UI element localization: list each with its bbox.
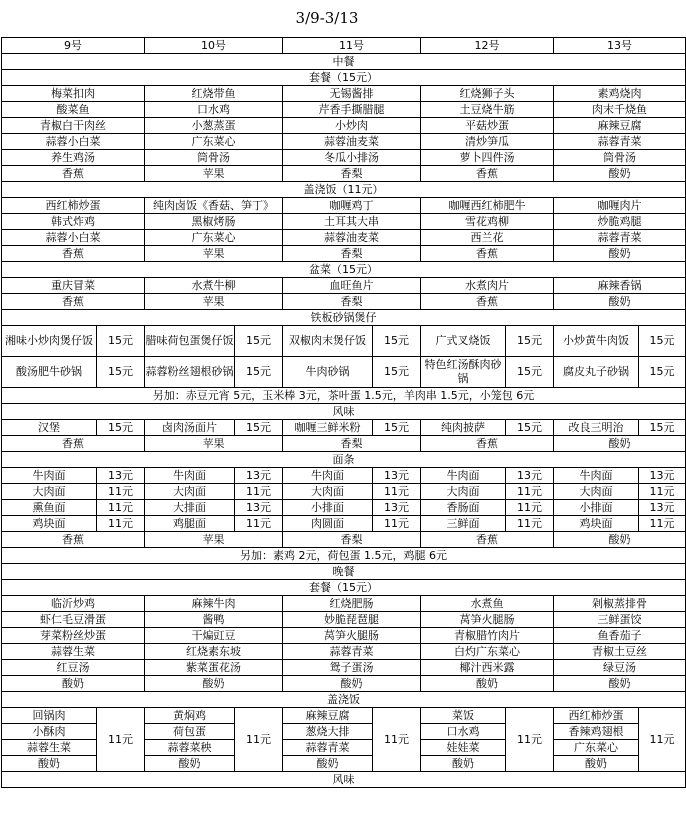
dish-name: 香蕉 [421, 532, 554, 548]
dish-name: 蒜蓉小白菜 [2, 230, 145, 246]
dish-name: 大排面 [145, 500, 235, 516]
meal-header-lunch: 中餐 [2, 54, 686, 70]
dish-name: 腐皮丸子砂锅 [554, 357, 639, 388]
section-row [2, 262, 686, 278]
section-row [2, 182, 686, 198]
dish-name: 青椒腊竹肉片 [421, 628, 554, 644]
dish-name: 三鲜蛋饺 [554, 612, 686, 628]
dish-name: 香蕉 [2, 294, 145, 310]
section-header: 盆菜（15元） [2, 262, 686, 278]
dish-name: 广东菜心 [145, 134, 283, 150]
dish-name: 冬瓜小排汤 [283, 150, 421, 166]
dish-name: 蒜蓉青菜 [283, 644, 421, 660]
dish-price: 13元 [373, 468, 421, 484]
dish-price: 15元 [506, 357, 554, 388]
dish-name: 水煮牛柳 [145, 278, 283, 294]
section-header: 盖浇饭（11元） [2, 182, 686, 198]
table-row [2, 214, 686, 230]
table-row [2, 118, 686, 134]
dish-price: 11元 [639, 708, 686, 772]
dish-name: 苹果 [145, 436, 283, 452]
dish-name: 土耳其大串 [283, 214, 421, 230]
dish-name: 萝卜四件汤 [421, 150, 554, 166]
section-row [2, 580, 686, 596]
extra-note: 另加：素鸡 2元，荷包蛋 1.5元，鸡腿 6元 [2, 548, 686, 564]
dish-price: 15元 [97, 326, 145, 357]
dish-name: 香蕉 [2, 532, 145, 548]
menu-table [1, 37, 686, 788]
dish-name: 酸奶 [2, 756, 97, 772]
dish-name: 酸奶 [554, 246, 686, 262]
dish-name: 汉堡 [2, 420, 97, 436]
dish-name: 蒜蓉油麦菜 [283, 134, 421, 150]
dish-price: 11元 [235, 484, 283, 500]
dish-name: 小酥肉 [2, 724, 97, 740]
section-row [2, 548, 686, 564]
table-row [2, 516, 686, 532]
section-row [2, 404, 686, 420]
dish-price: 15元 [97, 420, 145, 436]
table-row [2, 294, 686, 310]
section-row [2, 388, 686, 404]
dish-price: 11元 [235, 708, 283, 772]
dish-name: 虾仁毛豆滑蛋 [2, 612, 145, 628]
dish-name: 肉末千烧鱼 [554, 102, 686, 118]
dish-name: 酱鸭 [145, 612, 283, 628]
dish-name: 咖喱三鲜米粉 [283, 420, 373, 436]
dish-name: 湘味小炒肉煲仔饭 [2, 326, 97, 357]
dish-name: 大肉面 [145, 484, 235, 500]
section-row [2, 70, 686, 86]
dish-name: 西红柿炒蛋 [2, 198, 145, 214]
section-header: 盖浇饭 [2, 692, 686, 708]
table-row [2, 484, 686, 500]
section-header: 面条 [2, 452, 686, 468]
table-row [2, 326, 686, 357]
dish-price: 11元 [97, 708, 145, 772]
dish-name: 蒜蓉油麦菜 [283, 230, 421, 246]
table-row [2, 676, 686, 692]
dish-name: 梅菜扣肉 [2, 86, 145, 102]
section-row [2, 772, 686, 788]
dish-name: 麻辣香锅 [554, 278, 686, 294]
dish-name: 临沂炒鸡 [2, 596, 145, 612]
dish-name: 红豆汤 [2, 660, 145, 676]
dish-name: 西红柿炒蛋 [554, 708, 639, 724]
dish-name: 酸奶 [554, 532, 686, 548]
dish-name: 香蕉 [421, 166, 554, 182]
extra-note: 另加：赤豆元宵 5元，玉米棒 3元，茶叶蛋 1.5元，羊肉串 1.5元，小笼包 6元 [2, 388, 686, 404]
dish-name: 莴笋火腿肠 [421, 612, 554, 628]
page-title: 3/9-3/13 [295, 9, 359, 27]
dish-name: 荷包蛋 [145, 724, 235, 740]
dish-price: 11元 [97, 500, 145, 516]
table-row [2, 134, 686, 150]
dish-name: 大肉面 [421, 484, 506, 500]
dish-price: 15元 [373, 326, 421, 357]
dish-name: 香梨 [283, 294, 421, 310]
dish-name: 蒜蓉生菜 [2, 740, 97, 756]
dish-name: 酸奶 [554, 676, 686, 692]
dish-name: 鸡块面 [2, 516, 97, 532]
table-row [2, 500, 686, 516]
table-row [2, 102, 686, 118]
section-row [2, 692, 686, 708]
dish-name: 广式叉烧饭 [421, 326, 506, 357]
dish-name: 酸奶 [283, 676, 421, 692]
section-row [2, 564, 686, 580]
dish-name: 广东菜心 [554, 740, 639, 756]
table-row [2, 644, 686, 660]
dish-name: 蒜蓉青菜 [283, 740, 373, 756]
dish-name: 养生鸡汤 [2, 150, 145, 166]
day-header: 12号 [421, 38, 554, 54]
dish-name: 酸奶 [145, 676, 283, 692]
dish-price: 11元 [373, 708, 421, 772]
dish-price: 11元 [373, 484, 421, 500]
dish-name: 牛肉砂锅 [283, 357, 373, 388]
dish-name: 麻辣牛肉 [145, 596, 283, 612]
dish-name: 炒脆鸡腿 [554, 214, 686, 230]
dish-price: 13元 [97, 468, 145, 484]
table-row [2, 628, 686, 644]
dish-name: 绿豆汤 [554, 660, 686, 676]
dish-name: 酸奶 [554, 756, 639, 772]
dish-name: 素鸡烧肉 [554, 86, 686, 102]
dish-name: 熏鱼面 [2, 500, 97, 516]
dish-name: 香蕉 [421, 246, 554, 262]
dish-price: 11元 [506, 708, 554, 772]
dish-price: 11元 [506, 500, 554, 516]
dish-name: 鸡块面 [554, 516, 639, 532]
day-header: 11号 [283, 38, 421, 54]
dish-name: 蒜蓉生菜 [2, 644, 145, 660]
dish-price: 13元 [235, 468, 283, 484]
dish-name: 蒜蓉粉丝翅根砂锅 [145, 357, 235, 388]
dish-name: 纯肉卤饭《香菇、笋丁》 [145, 198, 283, 214]
dish-name: 小排面 [283, 500, 373, 516]
table-row [2, 86, 686, 102]
dish-name: 鸡腿面 [145, 516, 235, 532]
dish-name: 红烧带鱼 [145, 86, 283, 102]
day-header: 9号 [2, 38, 145, 54]
dish-price: 13元 [639, 468, 686, 484]
dish-name: 筒骨汤 [554, 150, 686, 166]
dish-name: 葱烧大排 [283, 724, 373, 740]
dish-name: 小炒黄牛肉饭 [554, 326, 639, 357]
dish-name: 蒜蓉菜秧 [145, 740, 235, 756]
section-header: 套餐（15元） [2, 580, 686, 596]
dish-name: 苹果 [145, 532, 283, 548]
dish-name: 鱼香茄子 [554, 628, 686, 644]
dish-price: 13元 [235, 500, 283, 516]
dish-name: 咖喱鸡丁 [283, 198, 421, 214]
dish-name: 小排面 [554, 500, 639, 516]
dish-price: 13元 [373, 500, 421, 516]
dish-name: 苹果 [145, 166, 283, 182]
dish-price: 15元 [235, 420, 283, 436]
dish-name: 酸奶 [421, 676, 554, 692]
dish-name: 土豆烧牛筋 [421, 102, 554, 118]
dish-name: 酸汤肥牛砂锅 [2, 357, 97, 388]
dish-name: 香蕉 [2, 166, 145, 182]
dish-name: 平菇炒蛋 [421, 118, 554, 134]
dish-price: 15元 [639, 326, 686, 357]
dish-name: 香梨 [283, 166, 421, 182]
dish-name: 红烧素东坡 [145, 644, 283, 660]
dish-name: 酸奶 [421, 756, 506, 772]
dish-name: 咖喱西红柿肥牛 [421, 198, 554, 214]
dish-name: 麻辣豆腐 [283, 708, 373, 724]
table-row [2, 420, 686, 436]
dish-name: 香蕉 [421, 294, 554, 310]
dish-price: 15元 [373, 420, 421, 436]
dish-name: 水煮肉片 [421, 278, 554, 294]
dish-name: 韩式炸鸡 [2, 214, 145, 230]
dish-name: 酸奶 [554, 166, 686, 182]
table-row [2, 468, 686, 484]
dish-name: 蒜蓉青菜 [554, 134, 686, 150]
dish-price: 11元 [639, 516, 686, 532]
dish-name: 咖喱肉片 [554, 198, 686, 214]
dish-name: 香肠面 [421, 500, 506, 516]
section-row [2, 54, 686, 70]
table-row [2, 166, 686, 182]
dish-name: 椰汁西米露 [421, 660, 554, 676]
table-row [2, 246, 686, 262]
dish-price: 15元 [506, 326, 554, 357]
dish-name: 小炒肉 [283, 118, 421, 134]
dish-name: 芽菜粉丝炒蛋 [2, 628, 145, 644]
dish-name: 筒骨汤 [145, 150, 283, 166]
day-header: 10号 [145, 38, 283, 54]
dish-name: 改良三明治 [554, 420, 639, 436]
dish-name: 紫菜蛋花汤 [145, 660, 283, 676]
dish-name: 青椒土豆丝 [554, 644, 686, 660]
dish-name: 鸳子蛋汤 [283, 660, 421, 676]
dish-name: 大肉面 [2, 484, 97, 500]
table-row [2, 357, 686, 388]
dish-name: 酸菜鱼 [2, 102, 145, 118]
dish-name: 苹果 [145, 294, 283, 310]
section-header: 风味 [2, 404, 686, 420]
dish-name: 回锅肉 [2, 708, 97, 724]
dish-price: 11元 [373, 516, 421, 532]
dish-name: 娃娃菜 [421, 740, 506, 756]
table-row [2, 150, 686, 166]
dish-name: 香蕉 [2, 246, 145, 262]
dish-name: 牛肉面 [554, 468, 639, 484]
section-header: 铁板砂锅煲仔 [2, 310, 686, 326]
dish-price: 11元 [639, 484, 686, 500]
dish-price: 15元 [639, 420, 686, 436]
dish-name: 酸奶 [283, 756, 373, 772]
dish-name: 牛肉面 [283, 468, 373, 484]
section-row [2, 310, 686, 326]
dish-name: 香蕉 [421, 436, 554, 452]
dish-name: 剁椒蒸排骨 [554, 596, 686, 612]
dish-name: 大肉面 [283, 484, 373, 500]
dish-price: 15元 [235, 357, 283, 388]
dish-name: 芹香手撕腊腿 [283, 102, 421, 118]
dish-name: 干煸豇豆 [145, 628, 283, 644]
dish-name: 清炒笋瓜 [421, 134, 554, 150]
dish-name: 无锡酱排 [283, 86, 421, 102]
dish-name: 血旺鱼片 [283, 278, 421, 294]
dish-name: 香梨 [283, 532, 421, 548]
dish-name: 青椒白干肉丝 [2, 118, 145, 134]
dish-price: 15元 [639, 357, 686, 388]
dish-name: 纯肉披萨 [421, 420, 506, 436]
dish-name: 肉圆面 [283, 516, 373, 532]
dish-price: 15元 [506, 420, 554, 436]
section-header: 风味 [2, 772, 686, 788]
dish-name: 酸奶 [2, 676, 145, 692]
dish-name: 水煮鱼 [421, 596, 554, 612]
dish-name: 三鲜面 [421, 516, 506, 532]
day-header: 13号 [554, 38, 686, 54]
table-row [2, 596, 686, 612]
table-row [2, 708, 686, 724]
dish-name: 蒜蓉青菜 [554, 230, 686, 246]
dish-name: 白灼广东菜心 [421, 644, 554, 660]
dish-name: 牛肉面 [145, 468, 235, 484]
dish-price: 11元 [97, 484, 145, 500]
dish-price: 11元 [97, 516, 145, 532]
dish-price: 15元 [373, 357, 421, 388]
dish-name: 重庆冒菜 [2, 278, 145, 294]
dish-name: 酸奶 [554, 294, 686, 310]
table-row [2, 660, 686, 676]
dish-name: 广东菜心 [145, 230, 283, 246]
dish-name: 口水鸡 [421, 724, 506, 740]
dish-price: 13元 [639, 500, 686, 516]
table-row [2, 198, 686, 214]
dish-price: 11元 [235, 516, 283, 532]
dish-name: 蒜蓉小白菜 [2, 134, 145, 150]
dish-name: 酸奶 [145, 756, 235, 772]
section-header: 套餐（15元） [2, 70, 686, 86]
dish-name: 牛肉面 [2, 468, 97, 484]
table-row [2, 532, 686, 548]
dish-name: 雪花鸡柳 [421, 214, 554, 230]
dish-name: 双椒肉末煲仔饭 [283, 326, 373, 357]
dish-name: 红烧肥肠 [283, 596, 421, 612]
meal-header-dinner: 晚餐 [2, 564, 686, 580]
dish-name: 莴笋火腿肠 [283, 628, 421, 644]
dish-name: 妙脆琵琶腿 [283, 612, 421, 628]
dish-name: 黄焖鸡 [145, 708, 235, 724]
dish-name: 香梨 [283, 246, 421, 262]
table-row [2, 230, 686, 246]
dish-name: 麻辣豆腐 [554, 118, 686, 134]
dish-name: 香蕉 [2, 436, 145, 452]
dish-name: 香辣鸡翅根 [554, 724, 639, 740]
dish-name: 牛肉面 [421, 468, 506, 484]
dish-name: 卤肉汤面片 [145, 420, 235, 436]
dish-name: 大肉面 [554, 484, 639, 500]
dish-name: 腊味荷包蛋煲仔饭 [145, 326, 235, 357]
dish-name: 西兰花 [421, 230, 554, 246]
dish-name: 香梨 [283, 436, 421, 452]
table-row [2, 278, 686, 294]
dish-name: 小葱蒸蛋 [145, 118, 283, 134]
dish-price: 13元 [506, 468, 554, 484]
dish-name: 红烧狮子头 [421, 86, 554, 102]
dish-price: 11元 [506, 516, 554, 532]
dish-name: 口水鸡 [145, 102, 283, 118]
dish-price: 11元 [506, 484, 554, 500]
dish-name: 特色红汤酥肉砂锅 [421, 357, 506, 388]
dish-name: 菜饭 [421, 708, 506, 724]
dish-name: 苹果 [145, 246, 283, 262]
dish-price: 15元 [97, 357, 145, 388]
table-row [2, 436, 686, 452]
table-row [2, 612, 686, 628]
day-header-row [2, 38, 686, 54]
section-row [2, 452, 686, 468]
dish-name: 酸奶 [554, 436, 686, 452]
dish-price: 15元 [235, 326, 283, 357]
dish-name: 黑椒烤肠 [145, 214, 283, 230]
